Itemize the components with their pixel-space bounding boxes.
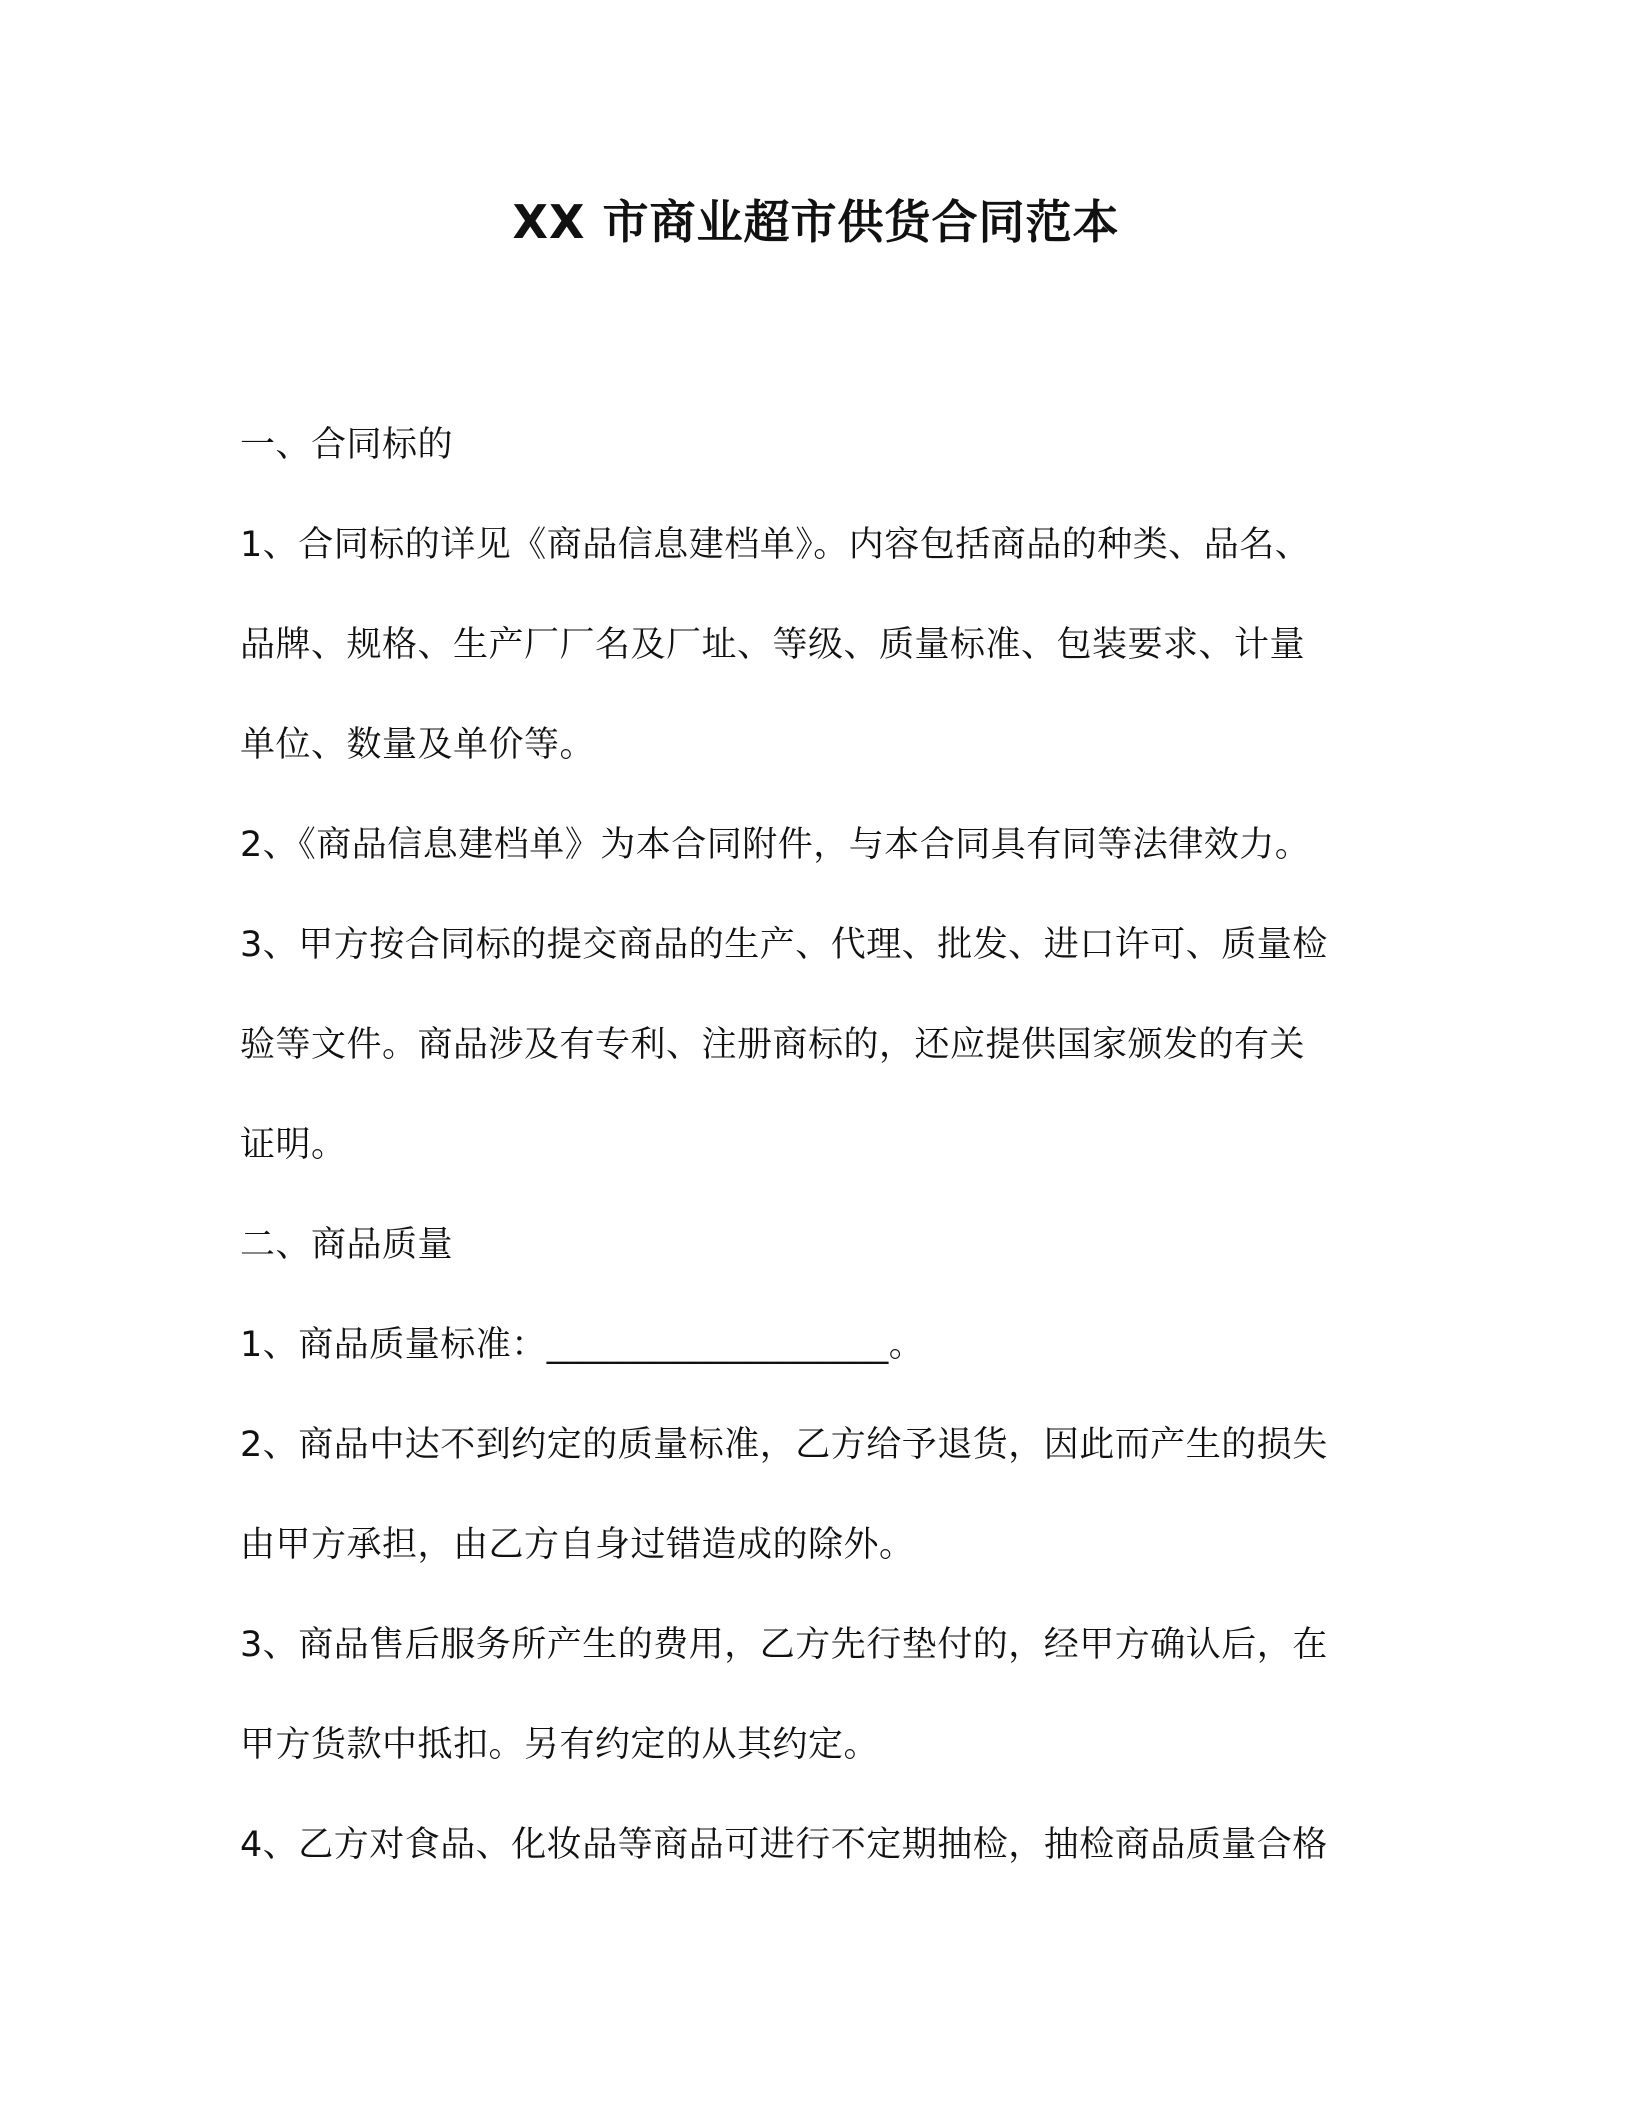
clause-line: 4、乙方对食品、化妆品等商品可进行不定期抽检，抽检商品质量合格 — [240, 1825, 1328, 1865]
clause-line: 证明。 — [240, 1125, 347, 1165]
clause-line: 2、《商品信息建档单》为本合同附件，与本合同具有同等法律效力。 — [240, 825, 1311, 865]
clause-line-fill-in: 1、商品质量标准：___________________。 — [240, 1325, 925, 1365]
section-heading-1: 一、合同标的 — [240, 425, 454, 465]
section-heading-2: 二、商品质量 — [240, 1225, 454, 1265]
document-title: XX 市商业超市供货合同范本 — [512, 195, 1120, 249]
clause-line: 甲方货款中抵扣。另有约定的从其约定。 — [240, 1725, 880, 1765]
clause-line: 由甲方承担，由乙方自身过错造成的除外。 — [240, 1525, 915, 1565]
clause-line: 1、合同标的详见《商品信息建档单》。内容包括商品的种类、品名、 — [240, 525, 1311, 565]
clause-line: 验等文件。商品涉及有专利、注册商标的，还应提供国家颁发的有关 — [240, 1025, 1306, 1065]
clause-line: 2、商品中达不到约定的质量标准，乙方给予退货，因此而产生的损失 — [240, 1425, 1328, 1465]
clause-line: 单位、数量及单价等。 — [240, 725, 596, 765]
clause-line: 3、商品售后服务所产生的费用，乙方先行垫付的，经甲方确认后，在 — [240, 1625, 1328, 1665]
clause-line: 3、甲方按合同标的提交商品的生产、代理、批发、进口许可、质量检 — [240, 925, 1328, 965]
clause-line: 品牌、规格、生产厂厂名及厂址、等级、质量标准、包装要求、计量 — [240, 625, 1306, 665]
